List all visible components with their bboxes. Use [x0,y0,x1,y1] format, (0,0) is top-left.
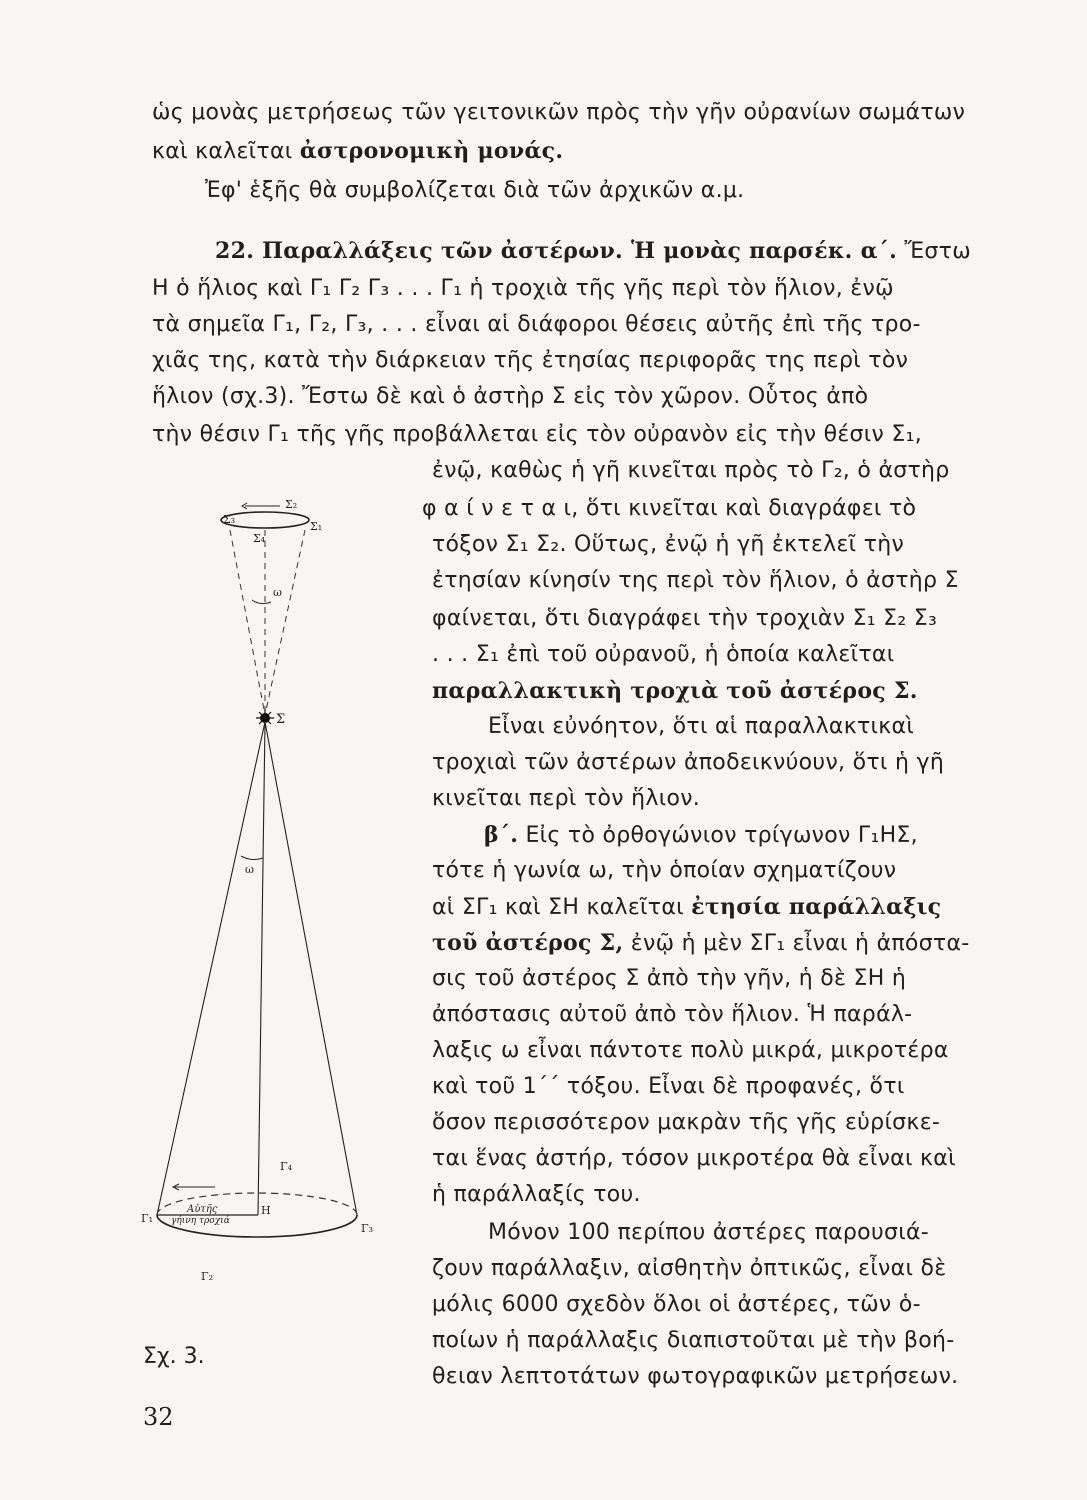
text-line: τόξον Σ₁ Σ₂. Οὕτως, ἐνῷ ἡ γῆ ἐκτελεῖ τὴν [432,532,905,557]
label-g3: Γ₃ [361,1222,374,1235]
label-g2: Γ₂ [201,1270,214,1283]
label-s2: Σ₂ [285,498,298,511]
text-line: Ἐφ' ἑξῆς θὰ συμβολίζεται διὰ τῶν ἀρχικῶν α.μ. [205,178,745,203]
label-s4: Σ₄ [253,532,266,545]
text-run: αἱ ΣΓ₁ καὶ ΣΗ καλεῖται [432,895,692,920]
label-s1: Σ₁ [310,520,323,533]
text-line: ὅσον περισσότερον μακρὰν τῆς γῆς εὑρίσκε- [432,1110,941,1135]
text-line [432,892,941,923]
text-line: τὴν θέσιν Γ₁ τῆς γῆς προβάλλεται εἰς τὸν οὐρανὸν εἰς τὴν θέσιν Σ₁, [152,422,923,447]
subsection-marker: β΄. [484,822,519,848]
text-line: καὶ τοῦ 1΄΄ τόξου. Εἶναι δὲ προφανές, ὅτι [432,1074,905,1099]
line-sigma-g3 [265,722,357,1215]
text-line: ἥλιον (σχ.3). Ἔστω δὲ καὶ ὁ ἀστὴρ Σ εἰς τὸν χῶρον. Οὗτος ἀπὸ [152,384,869,409]
text-line: ἐτησίαν κίνησίν της περὶ τὸν ἥλιον, ὁ ἀστὴρ Σ [432,568,959,593]
cone-line-left [230,530,265,715]
angle-arc-mid [241,856,263,860]
text-line: ποίων ἡ παράλλαξις διαπιστοῦται μὲ τὴν βοή- [432,1328,955,1353]
text-line: . . . Σ₁ ἐπὶ τοῦ οὐρανοῦ, ἡ ὁποία καλεῖται [432,642,895,667]
label-omega-top: ω [273,586,282,599]
text-line: κινεῖται περὶ τὸν ἥλιον. [432,786,701,811]
section-heading: 22. Παραλλάξεις τῶν ἀστέρων. Ἡ μονὰς παρσέκ. α΄. [215,238,898,264]
text-run: Ἔστω [904,239,971,264]
angle-arc-top [252,600,271,604]
line-sigma-h [258,722,265,1215]
bold-term: ἀστρονομικὴ μονάς. [299,138,564,164]
text-line: φ α ί ν ε τ α ι, ὅτι κινεῖται καὶ διαγράφει τὸ [422,496,917,521]
page-number: 32 [143,1403,174,1431]
text-line: Η ὁ ἥλιος καὶ Γ₁ Γ₂ Γ₃ . . . Γ₁ ἡ τροχιὰ τῆς γῆς περὶ τὸν ἥλιον, ἐνῷ [152,276,894,301]
bold-term: ἐτησία παράλλαξις [691,894,942,920]
text-line: τότε ἡ γωνία ω, τὴν ὁποίαν σχηματίζουν [432,858,897,883]
text-line: ἀπόστασις αὐτοῦ ἀπὸ τὸν ἥλιον. Ἡ παράλ- [432,1002,913,1027]
label-sigma: Σ [276,712,286,727]
text-line: ἐνῷ, καθὼς ἡ γῆ κινεῖται πρὸς τὸ Γ₂, ὁ ἀστὴρ [432,458,950,483]
text-line [484,820,918,851]
text-line: χιᾶς της, κατὰ τὴν διάρκειαν τῆς ἐτησίας περιφορᾶς της περὶ τὸν [152,348,909,373]
label-omega-mid: ω [245,863,254,876]
text-line: θειαν λεπτοτάτων φωτογραφικῶν μετρήσεων. [432,1364,959,1389]
text-line: τὰ σημεῖα Γ₁, Γ₂, Γ₃, . . . εἶναι αἱ διάφοροι θέσεις αὐτῆς ἐπὶ τῆς τρο- [152,312,921,337]
bold-line: παραλλακτικὴ τροχιὰ τοῦ ἀστέρος Σ. [432,678,918,704]
text-line: μόλις 6000 σχεδὸν ὅλοι οἱ ἀστέρες, τῶν ὁ- [432,1292,921,1317]
text-line: ἡ παράλλαξίς του. [432,1182,641,1207]
text-line: λαξις ω εἶναι πάντοτε πολὺ μικρά, μικροτέρα [432,1038,949,1063]
parallax-figure [135,490,405,1350]
text-run: Εἰς τὸ ὀρθογώνιον τρίγωνον Γ₁ΗΣ, [518,823,918,848]
figure-caption: Σχ. 3. [143,1344,205,1369]
label-g1: Γ₁ [141,1212,154,1225]
text-line: ται ἕνας ἀστήρ, τόσον μικροτέρα θὰ εἶναι καὶ [432,1146,956,1171]
cone-line-right [265,530,305,715]
text-line: φαίνεται, ὅτι διαγράφει τὴν τροχιὰν Σ₁ Σ₂ Σ₃ [432,606,938,631]
label-h: Η [261,1204,271,1217]
line-sigma-g1 [157,722,265,1215]
text-line: Μόνον 100 περίπου ἀστέρες παρουσιά- [488,1220,930,1245]
text-run: ἐνῷ ἡ μὲν ΣΓ₁ εἶναι ἡ ἀπόστα- [623,931,970,956]
label-orbit-line1: Αὐτῆς [187,1204,218,1215]
text-line: σις τοῦ ἀστέρος Σ ἀπὸ τὴν γῆν, ἡ δὲ ΣΗ ἡ [432,966,907,991]
text-line: ὡς μονὰς μετρήσεως τῶν γειτονικῶν πρὸς τὴν γῆν οὐρανίων σωμάτων [152,100,966,125]
label-s3: Σ₃ [223,513,236,526]
text-line: ζουν παράλλαξιν, αἰσθητὴν ὀπτικῶς, εἶναι δὲ [432,1256,947,1281]
label-g4: Γ₄ [280,1160,293,1173]
bold-term: τοῦ ἀστέρος Σ, [432,930,624,956]
label-orbit-line2: γήινη τροχιά [171,1216,230,1226]
text-line: Εἶναι εὐνόητον, ὅτι αἱ παραλλακτικαὶ [488,714,915,739]
text-line: τροχιαὶ τῶν ἀστέρων ἀποδεικνύουν, ὅτι ἡ γῆ [432,750,945,775]
text-run: καὶ καλεῖται [152,139,300,164]
section-heading-line [215,236,971,267]
text-line [152,136,563,167]
text-line [432,928,970,959]
